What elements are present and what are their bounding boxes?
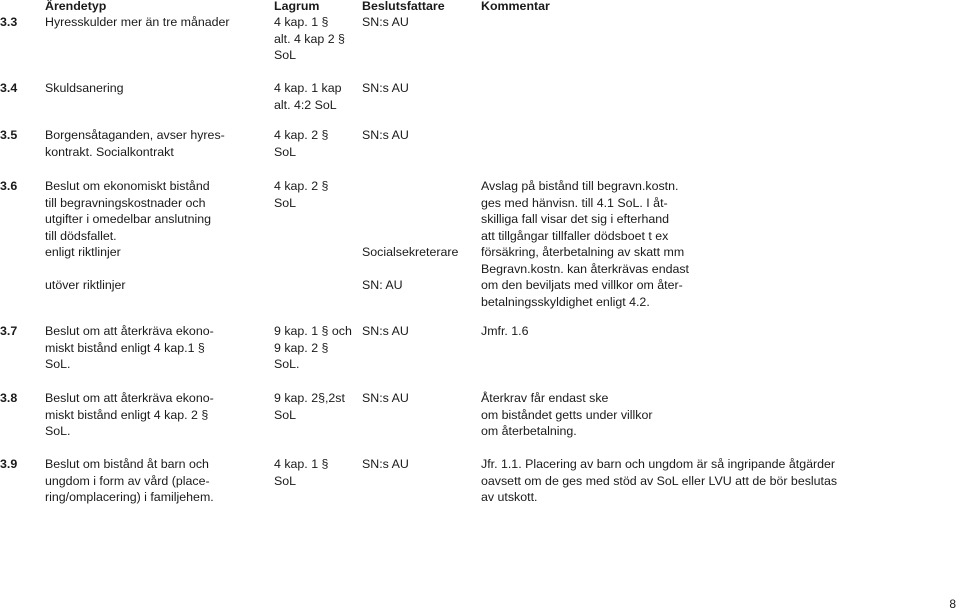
cell-beslut-line: SN:s AU [362, 128, 409, 142]
cell-kommentar-line: att tillgångar tillfaller dödsboet t ex [481, 228, 669, 243]
cell-kommentar-line: Jfr. 1.1. Placering av barn och ungdom är så ingripande åtgärder [481, 457, 836, 471]
row-number: 3.6 [0, 179, 18, 193]
cell-desc-line: Hyresskulder mer än tre månader [45, 15, 230, 29]
cell-lagrum-line: 9 kap. 2 § [274, 340, 329, 355]
row-number: 3.9 [0, 457, 18, 471]
cell-kommentar-line: ges med hänvisn. till 4.1 SoL. I åt- [481, 195, 668, 210]
cell-desc-line: Beslut om att återkräva ekono- [45, 391, 214, 405]
cell-desc-line: ring/omplacering) i familjehem. [45, 490, 214, 504]
row-number: 3.8 [0, 391, 18, 405]
cell-lagrum-line: 4 kap. 2 § [274, 128, 329, 142]
cell-desc-line: enligt riktlinjer [45, 245, 121, 259]
cell-lagrum-line: alt. 4:2 SoL [274, 97, 337, 112]
row-number: 3.5 [0, 128, 18, 142]
cell-desc-line: utöver riktlinjer [45, 278, 126, 292]
cell-desc-line: Beslut om ekonomiskt bistånd [45, 179, 210, 193]
cell-kommentar-line: om återbetalning. [481, 424, 577, 438]
cell-lagrum-line: 4 kap. 1 § [274, 457, 329, 471]
header-arendetyp: Ärendetyp [45, 0, 107, 13]
cell-kommentar-line: om biståndet getts under villkor [481, 407, 653, 422]
cell-kommentar-line: skilliga fall visar det sig i efterhand [481, 212, 670, 226]
cell-desc-line: SoL. [45, 424, 71, 438]
cell-kommentar-line: om den beviljats med villkor om åter- [481, 278, 683, 292]
row-number: 3.7 [0, 324, 18, 338]
cell-beslut-line: SN:s AU [362, 391, 409, 405]
cell-desc-line: Skuldsanering [45, 81, 124, 95]
cell-desc-line: kontrakt. Socialkontrakt [45, 144, 174, 159]
row-number: 3.4 [0, 81, 18, 95]
cell-beslut-line: Socialsekreterare [362, 245, 459, 259]
cell-desc-line: miskt bistånd enligt 4 kap.1 § [45, 340, 205, 355]
cell-desc-line: till dödsfallet. [45, 228, 117, 243]
cell-desc-line: till begravningskostnader och [45, 195, 206, 210]
header-kommentar: Kommentar [481, 0, 550, 13]
cell-lagrum-line: alt. 4 kap 2 § [274, 31, 345, 46]
cell-beslut-line: SN:s AU [362, 457, 409, 471]
cell-desc-line: Beslut om bistånd åt barn och [45, 457, 209, 471]
cell-lagrum-line: 4 kap. 2 § [274, 179, 329, 193]
cell-desc-line: SoL. [45, 357, 71, 371]
cell-kommentar-line: Begravn.kostn. kan återkrävas endast [481, 261, 690, 276]
cell-beslut-line: SN: AU [362, 278, 403, 292]
cell-desc-line: miskt bistånd enligt 4 kap. 2 § [45, 407, 209, 422]
row-number: 3.3 [0, 15, 18, 29]
cell-beslut-line: SN:s AU [362, 81, 409, 95]
cell-desc-line: Beslut om att återkräva ekono- [45, 324, 214, 338]
cell-kommentar-line: försäkring, återbetalning av skatt mm [481, 245, 685, 259]
cell-lagrum-line: 4 kap. 1 kap [274, 81, 342, 95]
cell-beslut-line: SN:s AU [362, 15, 409, 29]
cell-kommentar-line: betalningsskyldighet enligt 4.2. [481, 294, 650, 309]
cell-kommentar-line: Jmfr. 1.6 [481, 324, 529, 338]
cell-kommentar-line: av utskott. [481, 490, 538, 504]
header-beslutsfattare: Beslutsfattare [362, 0, 445, 13]
page-number: 8 [949, 597, 956, 611]
cell-lagrum-line: 9 kap. 2§,2st [274, 391, 345, 405]
cell-lagrum-line: SoL [274, 407, 297, 422]
header-lagrum: Lagrum [274, 0, 320, 13]
cell-lagrum-line: 9 kap. 1 § och [274, 324, 352, 338]
cell-lagrum-line: SoL [274, 144, 297, 159]
cell-lagrum-line: 4 kap. 1 § [274, 15, 329, 29]
cell-lagrum-line: SoL [274, 195, 297, 210]
cell-lagrum-line: SoL. [274, 357, 300, 371]
cell-desc-line: Borgensåtaganden, avser hyres- [45, 128, 225, 142]
cell-kommentar-line: oavsett om de ges med stöd av SoL eller LVU att de bör beslutas [481, 473, 838, 488]
cell-kommentar-line: Avslag på bistånd till begravn.kostn. [481, 179, 679, 193]
cell-desc-line: utgifter i omedelbar anslutning [45, 212, 211, 226]
cell-lagrum-line: SoL [274, 48, 297, 62]
cell-lagrum-line: SoL [274, 473, 297, 488]
cell-desc-line: ungdom i form av vård (place- [45, 473, 210, 488]
cell-beslut-line: SN:s AU [362, 324, 409, 338]
cell-kommentar-line: Återkrav får endast ske [481, 391, 609, 405]
